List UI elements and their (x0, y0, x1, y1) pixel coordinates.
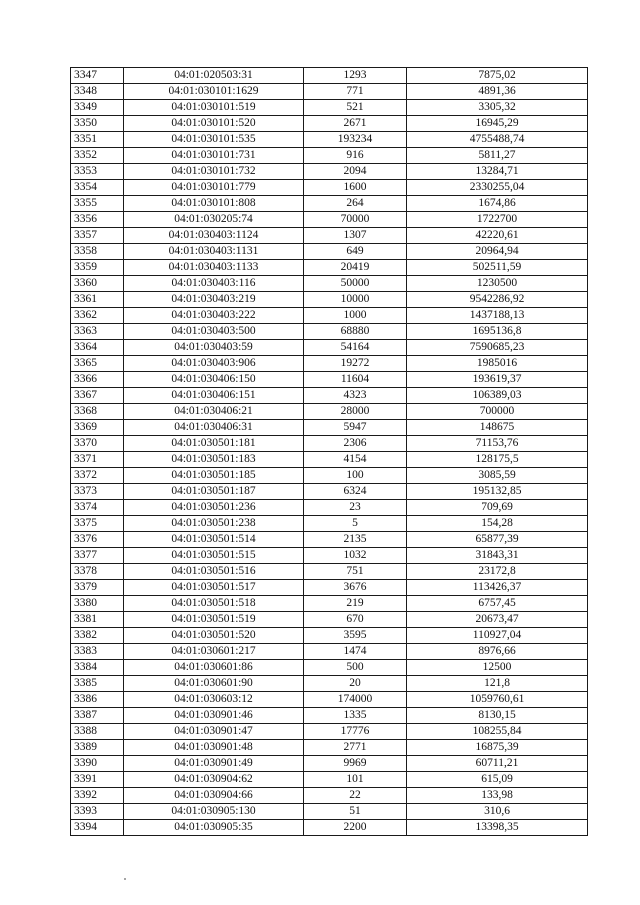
row-number-cell: 3352 (71, 148, 124, 164)
cadastral-value-cell: 8130,15 (407, 708, 588, 724)
table-row (71, 724, 588, 740)
area-cell: 771 (304, 84, 407, 100)
area-cell: 100 (304, 468, 407, 484)
row-number-cell: 3373 (71, 484, 124, 500)
table-row (71, 68, 588, 84)
row-number-cell: 3389 (71, 740, 124, 756)
cadastral-number-cell: 04:01:030205:74 (124, 212, 304, 228)
row-number-cell: 3390 (71, 756, 124, 772)
row-number-cell: 3381 (71, 612, 124, 628)
cadastral-value-cell: 23172,8 (407, 564, 588, 580)
cadastral-value-cell: 106389,03 (407, 388, 588, 404)
row-number-cell: 3363 (71, 324, 124, 340)
row-number-cell: 3383 (71, 644, 124, 660)
table-row (71, 772, 588, 788)
cadastral-number-cell: 04:01:030501:238 (124, 516, 304, 532)
cadastral-value-cell: 154,28 (407, 516, 588, 532)
cadastral-value-cell: 110927,04 (407, 628, 588, 644)
cadastral-value-cell: 4755488,74 (407, 132, 588, 148)
cadastral-number-cell: 04:01:030101:731 (124, 148, 304, 164)
cadastral-number-cell: 04:01:030403:906 (124, 356, 304, 372)
row-number-cell: 3371 (71, 452, 124, 468)
row-number-cell: 3374 (71, 500, 124, 516)
scan-speck (124, 878, 126, 880)
area-cell: 1032 (304, 548, 407, 564)
table-row (71, 644, 588, 660)
cadastral-number-cell: 04:01:030901:48 (124, 740, 304, 756)
area-cell: 19272 (304, 356, 407, 372)
cadastral-number-cell: 04:01:030904:66 (124, 788, 304, 804)
area-cell: 649 (304, 244, 407, 260)
table-row (71, 820, 588, 836)
cadastral-number-cell: 04:01:030403:222 (124, 308, 304, 324)
cadastral-value-cell: 8976,66 (407, 644, 588, 660)
cadastral-number-cell: 04:01:030905:130 (124, 804, 304, 820)
table-row (71, 180, 588, 196)
table-row (71, 788, 588, 804)
row-number-cell: 3347 (71, 68, 124, 84)
table-row (71, 356, 588, 372)
cadastral-value-cell: 1437188,13 (407, 308, 588, 324)
table-row (71, 596, 588, 612)
area-cell: 4154 (304, 452, 407, 468)
row-number-cell: 3361 (71, 292, 124, 308)
cadastral-number-cell: 04:01:030101:1629 (124, 84, 304, 100)
cadastral-value-cell: 1230500 (407, 276, 588, 292)
cadastral-number-cell: 04:01:030406:21 (124, 404, 304, 420)
cadastral-number-cell: 04:01:030101:520 (124, 116, 304, 132)
area-cell: 20 (304, 676, 407, 692)
row-number-cell: 3391 (71, 772, 124, 788)
area-cell: 1474 (304, 644, 407, 660)
cadastral-number-cell: 04:01:030501:517 (124, 580, 304, 596)
area-cell: 20419 (304, 260, 407, 276)
cadastral-number-cell: 04:01:030901:49 (124, 756, 304, 772)
area-cell: 68880 (304, 324, 407, 340)
row-number-cell: 3384 (71, 660, 124, 676)
row-number-cell: 3378 (71, 564, 124, 580)
row-number-cell: 3376 (71, 532, 124, 548)
area-cell: 2771 (304, 740, 407, 756)
cadastral-value-cell: 121,8 (407, 676, 588, 692)
table-row (71, 84, 588, 100)
area-cell: 500 (304, 660, 407, 676)
cadastral-number-cell: 04:01:030406:31 (124, 420, 304, 436)
area-cell: 9969 (304, 756, 407, 772)
row-number-cell: 3370 (71, 436, 124, 452)
area-cell: 2200 (304, 820, 407, 836)
cadastral-value-cell: 108255,84 (407, 724, 588, 740)
row-number-cell: 3351 (71, 132, 124, 148)
area-cell: 751 (304, 564, 407, 580)
row-number-cell: 3362 (71, 308, 124, 324)
table-row (71, 148, 588, 164)
cadastral-value-cell: 1674,86 (407, 196, 588, 212)
cadastral-number-cell: 04:01:030501:518 (124, 596, 304, 612)
cadastral-number-cell: 04:01:030403:116 (124, 276, 304, 292)
row-number-cell: 3392 (71, 788, 124, 804)
cadastral-number-cell: 04:01:030901:47 (124, 724, 304, 740)
table-row (71, 452, 588, 468)
cadastral-value-cell: 5811,27 (407, 148, 588, 164)
table-row (71, 564, 588, 580)
area-cell: 22 (304, 788, 407, 804)
area-cell: 6324 (304, 484, 407, 500)
area-cell: 1335 (304, 708, 407, 724)
cadastral-value-cell: 12500 (407, 660, 588, 676)
area-cell: 2306 (304, 436, 407, 452)
cadastral-value-cell: 65877,39 (407, 532, 588, 548)
row-number-cell: 3368 (71, 404, 124, 420)
area-cell: 2135 (304, 532, 407, 548)
table-row (71, 580, 588, 596)
area-cell: 11604 (304, 372, 407, 388)
cadastral-number-cell: 04:01:030601:90 (124, 676, 304, 692)
area-cell: 1307 (304, 228, 407, 244)
table-row (71, 388, 588, 404)
row-number-cell: 3367 (71, 388, 124, 404)
area-cell: 670 (304, 612, 407, 628)
cadastral-number-cell: 04:01:030101:732 (124, 164, 304, 180)
table-row (71, 132, 588, 148)
table-row (71, 676, 588, 692)
cadastral-value-table (70, 67, 588, 836)
cadastral-value-cell: 148675 (407, 420, 588, 436)
row-number-cell: 3377 (71, 548, 124, 564)
row-number-cell: 3393 (71, 804, 124, 820)
cadastral-value-cell: 16875,39 (407, 740, 588, 756)
cadastral-number-cell: 04:01:030403:1131 (124, 244, 304, 260)
table-row (71, 164, 588, 180)
row-number-cell: 3372 (71, 468, 124, 484)
area-cell: 1000 (304, 308, 407, 324)
row-number-cell: 3388 (71, 724, 124, 740)
table-row (71, 532, 588, 548)
row-number-cell: 3357 (71, 228, 124, 244)
cadastral-number-cell: 04:01:030101:808 (124, 196, 304, 212)
table-row (71, 804, 588, 820)
table-row (71, 244, 588, 260)
area-cell: 50000 (304, 276, 407, 292)
cadastral-value-cell: 60711,21 (407, 756, 588, 772)
area-cell: 2671 (304, 116, 407, 132)
row-number-cell: 3380 (71, 596, 124, 612)
cadastral-value-cell: 7875,02 (407, 68, 588, 84)
cadastral-number-cell: 04:01:030101:519 (124, 100, 304, 116)
table-row (71, 612, 588, 628)
cadastral-value-cell: 42220,61 (407, 228, 588, 244)
cadastral-value-cell: 20673,47 (407, 612, 588, 628)
row-number-cell: 3365 (71, 356, 124, 372)
area-cell: 174000 (304, 692, 407, 708)
table-row (71, 276, 588, 292)
table-row (71, 500, 588, 516)
cadastral-number-cell: 04:01:030403:219 (124, 292, 304, 308)
row-number-cell: 3355 (71, 196, 124, 212)
table-row (71, 628, 588, 644)
table-row (71, 228, 588, 244)
cadastral-number-cell: 04:01:030403:1124 (124, 228, 304, 244)
table-row (71, 260, 588, 276)
cadastral-number-cell: 04:01:030601:217 (124, 644, 304, 660)
cadastral-number-cell: 04:01:030905:35 (124, 820, 304, 836)
row-number-cell: 3356 (71, 212, 124, 228)
area-cell: 3595 (304, 628, 407, 644)
area-cell: 10000 (304, 292, 407, 308)
area-cell: 3676 (304, 580, 407, 596)
cadastral-value-cell: 709,69 (407, 500, 588, 516)
row-number-cell: 3387 (71, 708, 124, 724)
cadastral-value-cell: 71153,76 (407, 436, 588, 452)
table-row (71, 436, 588, 452)
cadastral-number-cell: 04:01:030603:12 (124, 692, 304, 708)
cadastral-value-cell: 195132,85 (407, 484, 588, 500)
area-cell: 521 (304, 100, 407, 116)
row-number-cell: 3358 (71, 244, 124, 260)
area-cell: 219 (304, 596, 407, 612)
cadastral-value-cell: 20964,94 (407, 244, 588, 260)
cadastral-value-cell: 4891,36 (407, 84, 588, 100)
area-cell: 4323 (304, 388, 407, 404)
cadastral-value-cell: 2330255,04 (407, 180, 588, 196)
cadastral-number-cell: 04:01:030501:515 (124, 548, 304, 564)
table-row (71, 196, 588, 212)
area-cell: 101 (304, 772, 407, 788)
cadastral-value-cell: 13284,71 (407, 164, 588, 180)
table-row (71, 324, 588, 340)
cadastral-value-cell: 133,98 (407, 788, 588, 804)
cadastral-value-cell: 13398,35 (407, 820, 588, 836)
row-number-cell: 3360 (71, 276, 124, 292)
table-row (71, 372, 588, 388)
area-cell: 23 (304, 500, 407, 516)
area-cell: 1600 (304, 180, 407, 196)
table-row (71, 548, 588, 564)
table-row (71, 116, 588, 132)
area-cell: 51 (304, 804, 407, 820)
cadastral-number-cell: 04:01:030406:151 (124, 388, 304, 404)
cadastral-number-cell: 04:01:030101:779 (124, 180, 304, 196)
cadastral-value-cell: 1695136,8 (407, 324, 588, 340)
table-row (71, 292, 588, 308)
area-cell: 17776 (304, 724, 407, 740)
cadastral-number-cell: 04:01:030501:185 (124, 468, 304, 484)
cadastral-number-cell: 04:01:030904:62 (124, 772, 304, 788)
table-row (71, 484, 588, 500)
table-row (71, 468, 588, 484)
table-row (71, 308, 588, 324)
table-row (71, 756, 588, 772)
cadastral-value-cell: 1985016 (407, 356, 588, 372)
table-row (71, 740, 588, 756)
cadastral-number-cell: 04:01:030403:59 (124, 340, 304, 356)
table-row (71, 660, 588, 676)
area-cell: 264 (304, 196, 407, 212)
area-cell: 193234 (304, 132, 407, 148)
cadastral-number-cell: 04:01:030501:187 (124, 484, 304, 500)
row-number-cell: 3379 (71, 580, 124, 596)
cadastral-number-cell: 04:01:030101:535 (124, 132, 304, 148)
row-number-cell: 3375 (71, 516, 124, 532)
row-number-cell: 3369 (71, 420, 124, 436)
row-number-cell: 3364 (71, 340, 124, 356)
cadastral-value-cell: 502511,59 (407, 260, 588, 276)
cadastral-number-cell: 04:01:030901:46 (124, 708, 304, 724)
cadastral-value-cell: 193619,37 (407, 372, 588, 388)
row-number-cell: 3366 (71, 372, 124, 388)
cadastral-value-cell: 9542286,92 (407, 292, 588, 308)
table-row (71, 708, 588, 724)
cadastral-number-cell: 04:01:030501:516 (124, 564, 304, 580)
row-number-cell: 3382 (71, 628, 124, 644)
cadastral-number-cell: 04:01:030403:1133 (124, 260, 304, 276)
table-row (71, 100, 588, 116)
area-cell: 2094 (304, 164, 407, 180)
row-number-cell: 3348 (71, 84, 124, 100)
cadastral-number-cell: 04:01:030601:86 (124, 660, 304, 676)
cadastral-value-cell: 3305,32 (407, 100, 588, 116)
table-row (71, 404, 588, 420)
cadastral-number-cell: 04:01:030403:500 (124, 324, 304, 340)
cadastral-number-cell: 04:01:030501:514 (124, 532, 304, 548)
row-number-cell: 3385 (71, 676, 124, 692)
area-cell: 5 (304, 516, 407, 532)
cadastral-value-cell: 6757,45 (407, 596, 588, 612)
table-row (71, 340, 588, 356)
cadastral-value-cell: 7590685,23 (407, 340, 588, 356)
cadastral-number-cell: 04:01:030501:520 (124, 628, 304, 644)
cadastral-value-cell: 700000 (407, 404, 588, 420)
area-cell: 70000 (304, 212, 407, 228)
table-row (71, 420, 588, 436)
table-row (71, 212, 588, 228)
row-number-cell: 3386 (71, 692, 124, 708)
table-body (71, 68, 588, 836)
cadastral-value-cell: 3085,59 (407, 468, 588, 484)
row-number-cell: 3353 (71, 164, 124, 180)
cadastral-value-cell: 113426,37 (407, 580, 588, 596)
row-number-cell: 3349 (71, 100, 124, 116)
cadastral-value-cell: 310,6 (407, 804, 588, 820)
cadastral-number-cell: 04:01:030406:150 (124, 372, 304, 388)
area-cell: 28000 (304, 404, 407, 420)
table-row (71, 692, 588, 708)
cadastral-value-cell: 615,09 (407, 772, 588, 788)
row-number-cell: 3359 (71, 260, 124, 276)
cadastral-number-cell: 04:01:030501:236 (124, 500, 304, 516)
row-number-cell: 3350 (71, 116, 124, 132)
cadastral-value-cell: 1722700 (407, 212, 588, 228)
cadastral-value-cell: 31843,31 (407, 548, 588, 564)
cadastral-value-cell: 128175,5 (407, 452, 588, 468)
row-number-cell: 3394 (71, 820, 124, 836)
area-cell: 54164 (304, 340, 407, 356)
cadastral-value-cell: 1059760,61 (407, 692, 588, 708)
area-cell: 1293 (304, 68, 407, 84)
row-number-cell: 3354 (71, 180, 124, 196)
area-cell: 916 (304, 148, 407, 164)
area-cell: 5947 (304, 420, 407, 436)
cadastral-number-cell: 04:01:030501:181 (124, 436, 304, 452)
cadastral-number-cell: 04:01:020503:31 (124, 68, 304, 84)
table-row (71, 516, 588, 532)
cadastral-number-cell: 04:01:030501:519 (124, 612, 304, 628)
cadastral-number-cell: 04:01:030501:183 (124, 452, 304, 468)
cadastral-value-cell: 16945,29 (407, 116, 588, 132)
